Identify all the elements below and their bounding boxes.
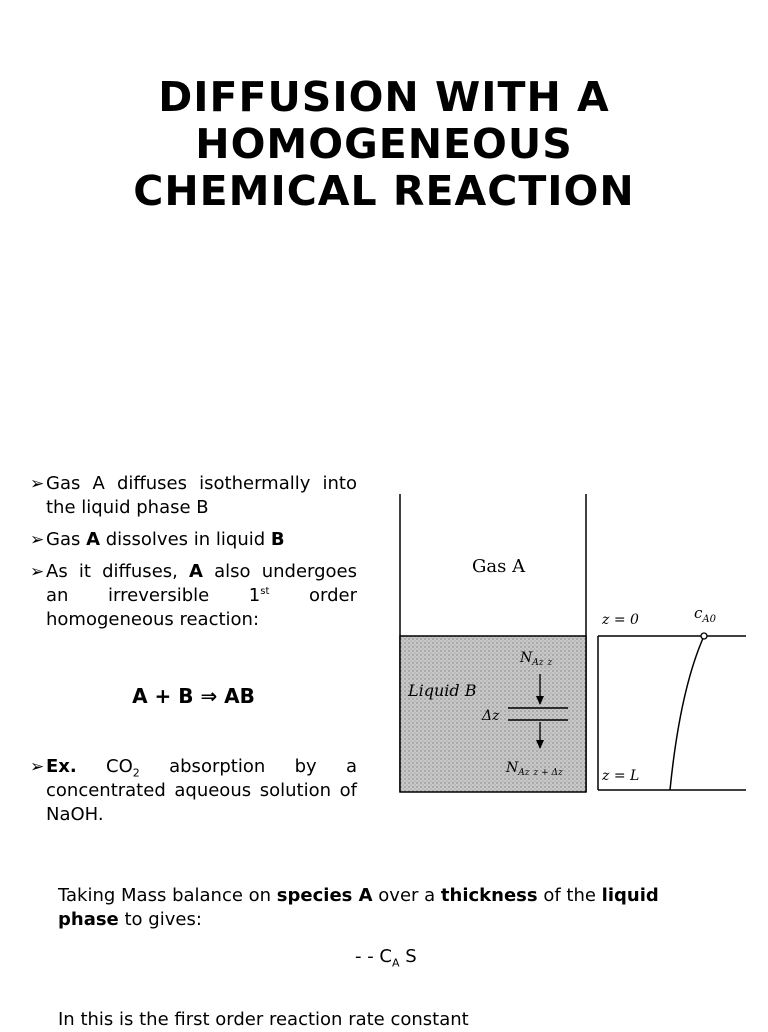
paragraph-text: over a [372,885,441,906]
arrow-bullet-icon: ➢ [30,562,45,582]
bullet-bold-a: A [86,529,101,550]
ca0-point [701,633,707,639]
ca0-label: $c_{A0}$ [694,604,716,625]
bullet-text: Gas [46,529,87,550]
concentration-profile-curve [670,636,704,790]
bullet-item [30,560,357,632]
mass-balance-paragraph [58,884,718,932]
formula-text: S [399,946,417,967]
rate-constant-note: In this is the first order reaction rate constant [58,1009,469,1030]
arrow-bullet-icon: ➢ [30,757,45,777]
bullet-text: also undergoes an irreversible 1 [46,561,358,606]
co2-subscript: 2 [132,766,140,780]
paragraph-bold: thickness [440,885,538,906]
title-line-3: CHEMICAL REACTION [133,167,635,215]
paragraph-text: to gives: [118,909,202,930]
arrow-bullet-icon: ➢ [30,530,45,550]
title-line-2: HOMOGENEOUS [195,120,573,168]
liquid-label: Liquid B [408,681,477,700]
example-text: absorption by a concentrated aqueous solution of NaOH. [46,756,357,825]
paragraph-bold: liquid phase [58,885,659,930]
bullet-item [30,472,357,520]
formula-text: - - C [355,946,393,967]
z0-label: z = 0 [602,612,639,628]
formula-subscript: A [392,956,400,970]
paragraph-text: of the [537,885,602,906]
bullet-bold-a: A [189,561,203,582]
paragraph-bold: species A [276,885,373,906]
diffusion-diagram [396,490,748,796]
example-bullet [30,755,357,827]
paragraph-text: Taking Mass balance on [58,885,277,906]
bullet-item [30,528,357,552]
example-text: CO [76,756,133,777]
example-label: Ex. [46,756,77,777]
bullet-text: As it diffuses, [46,561,190,582]
flux-bottom-label: $N_{Az}$ z + Δz [506,760,563,778]
reaction-equation: A + B ⇒ AB [132,684,255,708]
bullet-item [30,755,357,827]
bullet-text: Gas A diffuses isothermally into the liquid phase B [46,473,357,518]
slide-title [0,74,768,215]
zl-label: z = L [602,768,640,784]
flux-top-label: $N_{Az}$ z [520,650,553,668]
bullet-text: dissolves in liquid [100,529,271,550]
ordinal-superscript: st [260,586,270,597]
title-line-1: DIFFUSION WITH A [158,73,610,121]
mass-balance-formula [355,946,417,970]
dz-label: Δz [482,708,500,724]
bullet-list [30,472,357,632]
diffusion-figure [396,490,748,796]
arrow-bullet-icon: ➢ [30,474,45,494]
bullet-bold-b: B [270,529,285,550]
bullet-text: order homogeneous reaction: [46,585,357,630]
gas-label: Gas A [472,556,526,577]
